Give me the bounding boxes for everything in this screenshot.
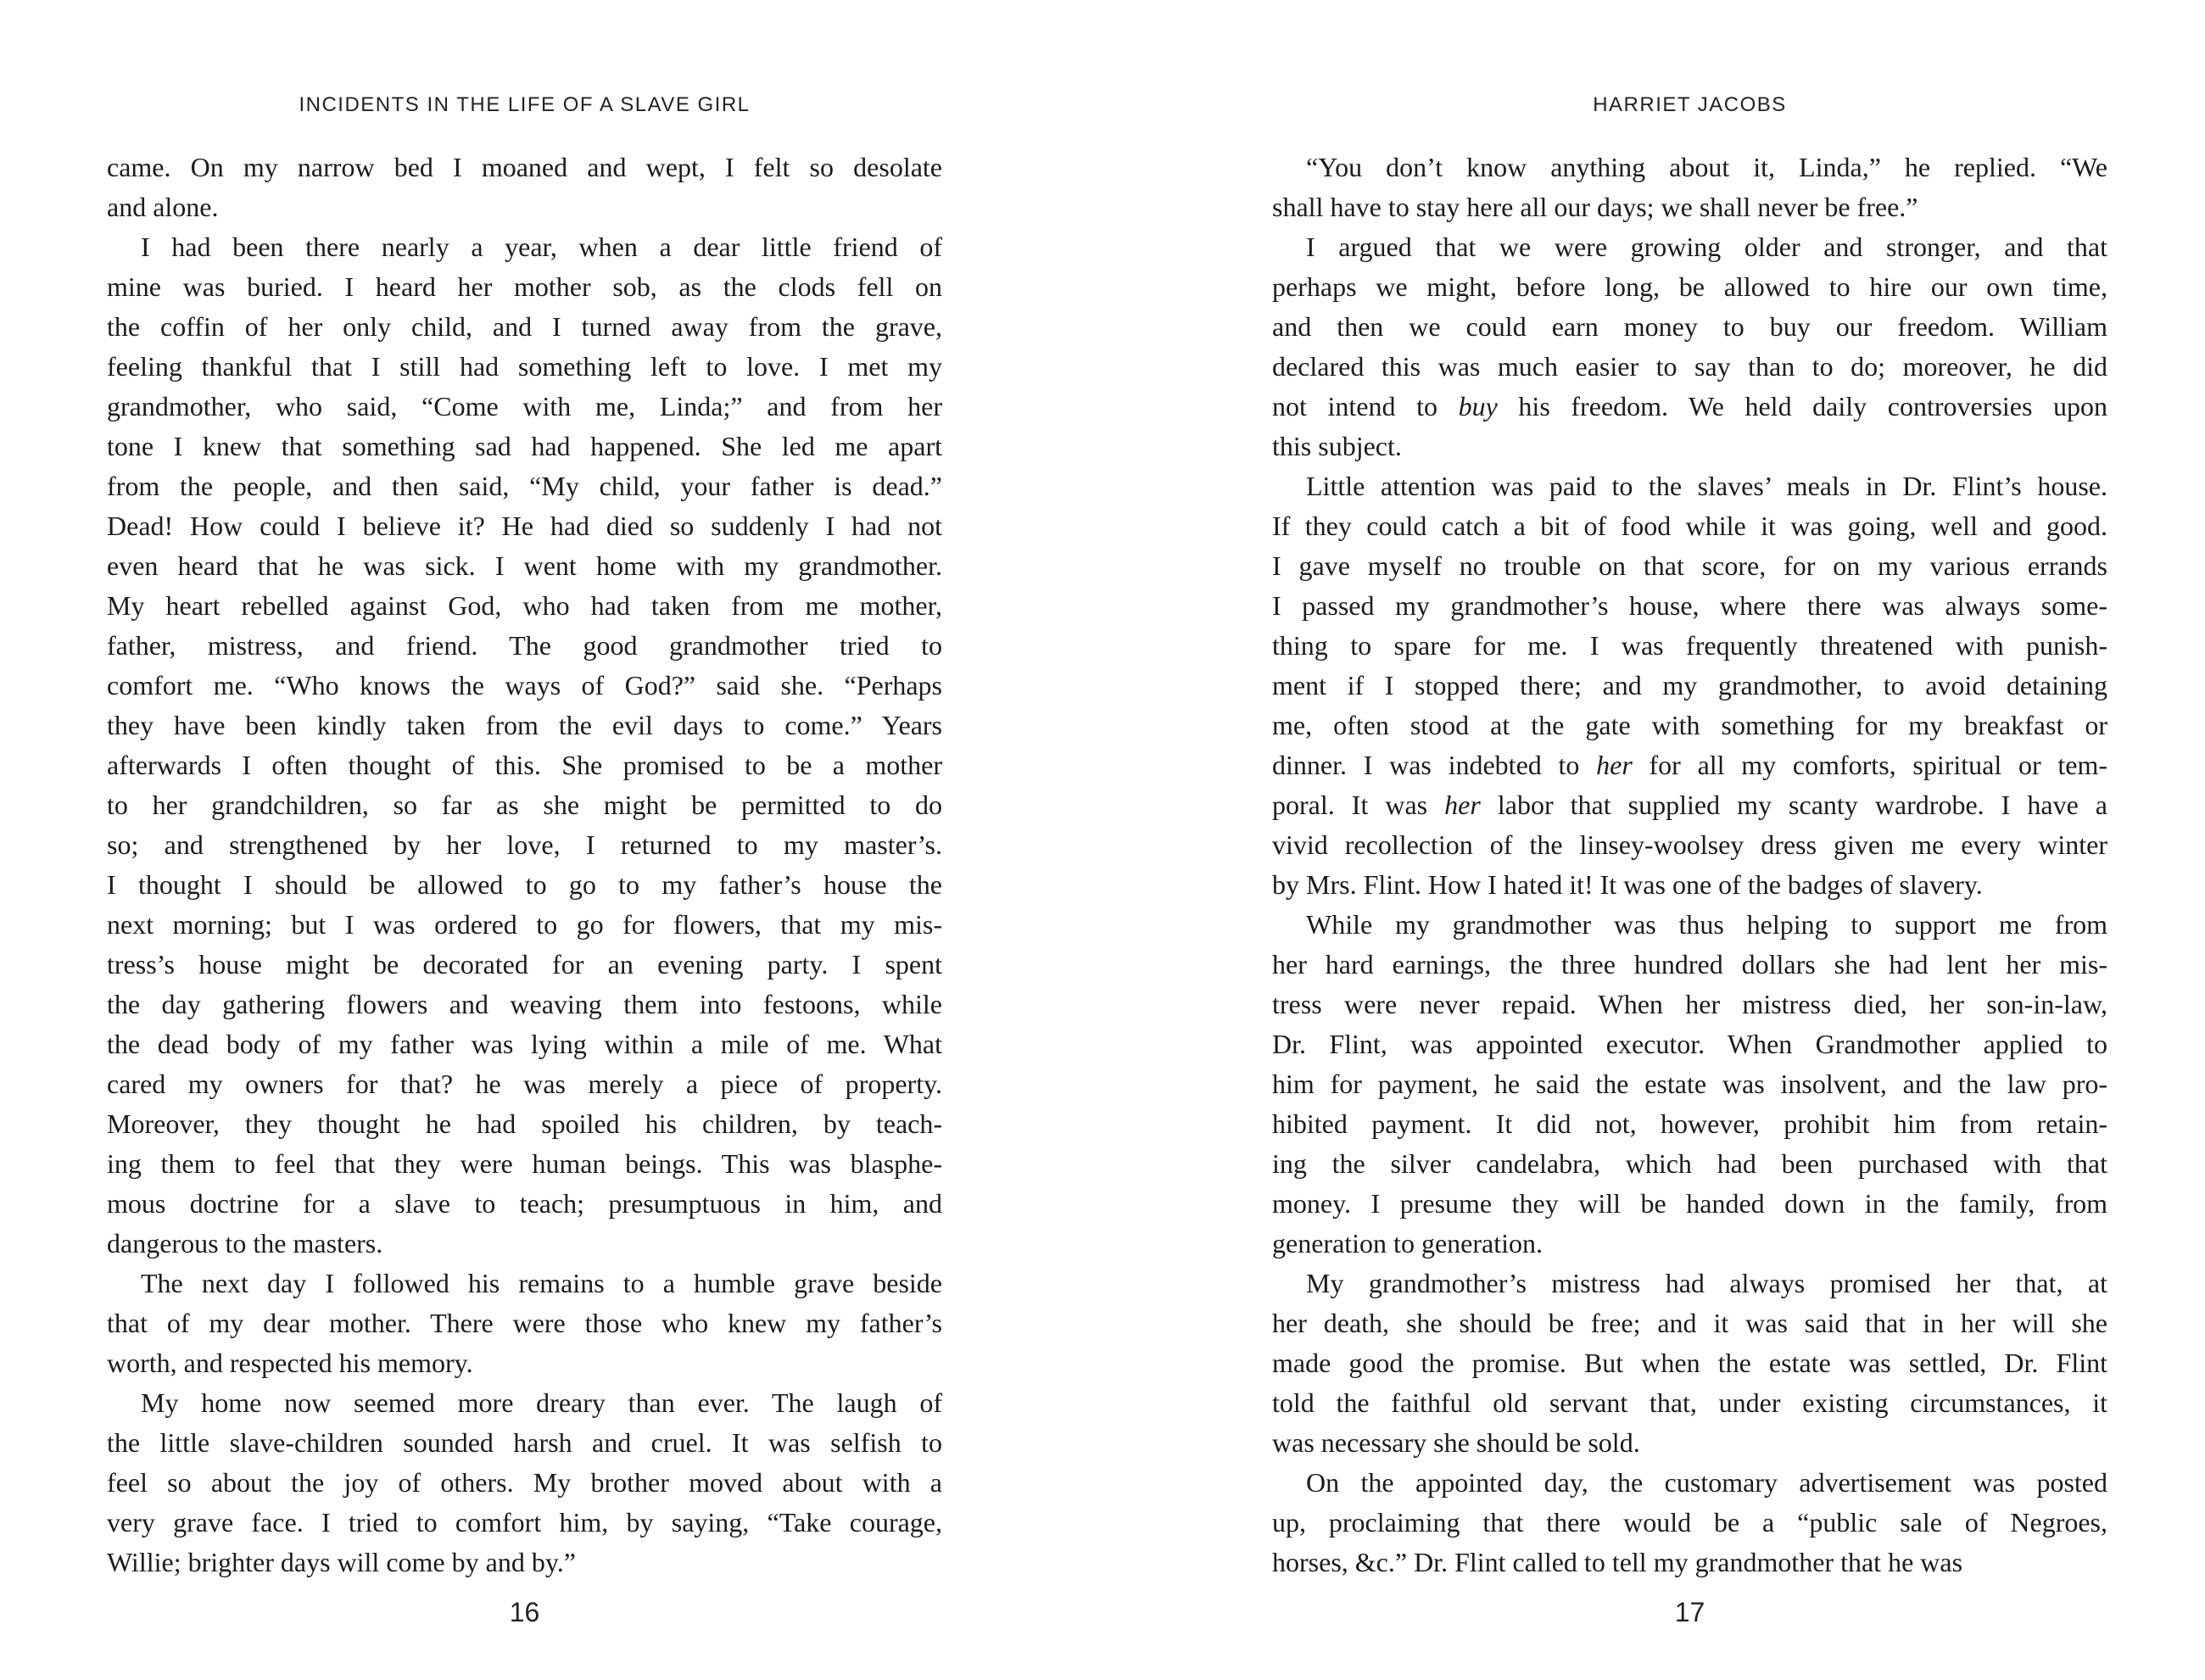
text-line: hibited payment. It did not, however, prohibit him from retain-	[1272, 1108, 2107, 1139]
text-line: declared this was much easier to say than to do; moreover, he did	[1272, 351, 2107, 382]
text-line: the little slave-children sounded harsh and cruel. It was selfish to	[107, 1427, 942, 1458]
text-line: from the people, and then said, “My child, your father is dead.”	[107, 471, 942, 501]
text-line: My home now seemed more dreary than ever. The laugh of	[141, 1387, 942, 1418]
text-line: the day gathering flowers and weaving them into festoons, while	[107, 989, 942, 1019]
text-line: I passed my grandmother’s house, where there was always some-	[1272, 590, 2107, 621]
text-line: tress were never repaid. When her mistress died, her son-in-law,	[1272, 989, 2107, 1019]
text-line: perhaps we might, before long, be allowed to hire our own time,	[1272, 271, 2107, 302]
text-line: even heard that he was sick. I went home with my grandmother.	[107, 550, 942, 581]
text-line: afterwards I often thought of this. She promised to be a mother	[107, 750, 942, 780]
text-line: and then we could earn money to buy our freedom. William	[1272, 311, 2107, 342]
text-line: I argued that we were growing older and stronger, and that	[1306, 232, 2107, 262]
text-line: so; and strengthened by her love, I returned to my master’s.	[107, 829, 942, 860]
text-line: feel so about the joy of others. My brother moved about with a	[107, 1467, 942, 1498]
text-line: Little attention was paid to the slaves’ meals in Dr. Flint’s house.	[1306, 471, 2107, 501]
page-number-left: 16	[509, 1597, 540, 1627]
text-line: horses, &c.” Dr. Flint called to tell my grandmother that he was	[1272, 1547, 1963, 1577]
text-line: by Mrs. Flint. How I hated it! It was one of the badges of slavery.	[1272, 869, 1983, 900]
text-line: next morning; but I was ordered to go for flowers, that my mis-	[107, 909, 942, 940]
page-left	[0, 0, 1102, 1680]
text-line: The next day I followed his remains to a humble grave beside	[141, 1268, 942, 1298]
text-line: On the appointed day, the customary advertisement was posted	[1306, 1467, 2107, 1498]
text-line: worth, and respected his memory.	[107, 1348, 473, 1378]
text-line: the dead body of my father was lying within a mile of me. What	[107, 1029, 942, 1059]
text-line: Dr. Flint, was appointed executor. When Grandmother applied to	[1272, 1029, 2107, 1059]
text-line: ment if I stopped there; and my grandmother, to avoid detaining	[1272, 670, 2107, 700]
text-line: told the faithful old servant that, under existing circumstances, it	[1272, 1387, 2107, 1418]
text-line: generation to generation.	[1272, 1228, 1543, 1259]
text-line: tress’s house might be decorated for an evening party. I spent	[107, 949, 942, 980]
text-line: “You don’t know anything about it, Linda,” he replied. “We	[1306, 152, 2107, 182]
text-line: this subject.	[1272, 431, 1402, 461]
text-line: came. On my narrow bed I moaned and wept, I felt so desolate	[107, 152, 942, 182]
text-line: her hard earnings, the three hundred dollars she had lent her mis-	[1272, 949, 2107, 980]
text-line: While my grandmother was thus helping to support me from	[1306, 909, 2107, 940]
body-text-right	[1272, 148, 2107, 1582]
running-head-right: HARRIET JACOBS	[1593, 93, 1787, 116]
text-line: made good the promise. But when the estate was settled, Dr. Flint	[1272, 1348, 2107, 1378]
text-line: mine was buried. I heard her mother sob, as the clods fell on	[107, 271, 942, 302]
text-line: dinner. I was indebted to her for all my comforts, spiritual or tem-	[1272, 750, 2108, 780]
text-line: money. I presume they will be handed down in the family, from	[1272, 1188, 2107, 1219]
text-line: tone I knew that something sad had happened. She led me apart	[107, 431, 942, 461]
text-line: her death, she should be free; and it was said that in her will she	[1272, 1308, 2107, 1338]
text-line: vivid recollection of the linsey-woolsey dress given me every winter	[1272, 829, 2107, 860]
text-line: mous doctrine for a slave to teach; presumptuous in him, and	[107, 1188, 942, 1219]
text-line: cared my owners for that? he was merely a piece of property.	[107, 1069, 942, 1099]
text-line: If they could catch a bit of food while it was going, well and good.	[1272, 511, 2107, 541]
text-line: My grandmother’s mistress had always promised her that, at	[1306, 1268, 2107, 1298]
text-line: Dead! How could I believe it? He had died so suddenly I had not	[107, 511, 942, 541]
text-line: comfort me. “Who knows the ways of God?” said she. “Perhaps	[107, 670, 942, 700]
page-right-text-column	[1272, 0, 2107, 1680]
text-line: Moreover, they thought he had spoiled his children, by teach-	[107, 1108, 942, 1139]
text-line: me, often stood at the gate with something for my breakfast or	[1272, 710, 2107, 740]
text-line: father, mistress, and friend. The good grandmother tried to	[107, 630, 942, 661]
text-line: not intend to buy his freedom. We held daily controversies upon	[1272, 391, 2108, 421]
text-line: I thought I should be allowed to go to my father’s house the	[107, 869, 942, 900]
text-line: they have been kindly taken from the evil days to come.” Years	[107, 710, 942, 740]
text-line: shall have to stay here all our days; we shall never be free.”	[1272, 192, 1918, 222]
text-line: very grave face. I tried to comfort him, by saying, “Take courage,	[107, 1507, 942, 1538]
text-line: I had been there nearly a year, when a dear little friend of	[141, 232, 942, 262]
text-line: him for payment, he said the estate was insolvent, and the law pro-	[1272, 1069, 2107, 1099]
text-line: feeling thankful that I still had something left to love. I met my	[107, 351, 942, 382]
text-line: up, proclaiming that there would be a “public sale of Negroes,	[1272, 1507, 2107, 1538]
body-text-left	[107, 148, 942, 1582]
text-line: ing the silver candelabra, which had been purchased with that	[1272, 1148, 2107, 1179]
text-line: poral. It was her labor that supplied my scanty wardrobe. I have a	[1272, 790, 2107, 820]
text-line: thing to spare for me. I was frequently threatened with punish-	[1272, 630, 2107, 661]
page-left-text-column	[107, 0, 942, 1680]
text-line: and alone.	[107, 192, 219, 222]
page-number-right: 17	[1674, 1597, 1705, 1627]
text-line: that of my dear mother. There were those who knew my father’s	[107, 1308, 942, 1338]
page-right	[1102, 0, 2205, 1680]
text-line: My heart rebelled against God, who had taken from me mother,	[107, 590, 942, 621]
text-line: to her grandchildren, so far as she might be permitted to do	[107, 790, 942, 820]
text-line: ing them to feel that they were human beings. This was blasphe-	[107, 1148, 942, 1179]
text-line: the coffin of her only child, and I turned away from the grave,	[107, 311, 942, 342]
text-line: dangerous to the masters.	[107, 1228, 383, 1259]
running-head-left: INCIDENTS IN THE LIFE OF A SLAVE GIRL	[299, 93, 751, 116]
text-line: grandmother, who said, “Come with me, Linda;” and from her	[107, 391, 942, 421]
text-line: Willie; brighter days will come by and by.”	[107, 1547, 576, 1577]
text-line: was necessary she should be sold.	[1272, 1427, 1640, 1458]
text-line: I gave myself no trouble on that score, for on my various errands	[1272, 550, 2107, 581]
